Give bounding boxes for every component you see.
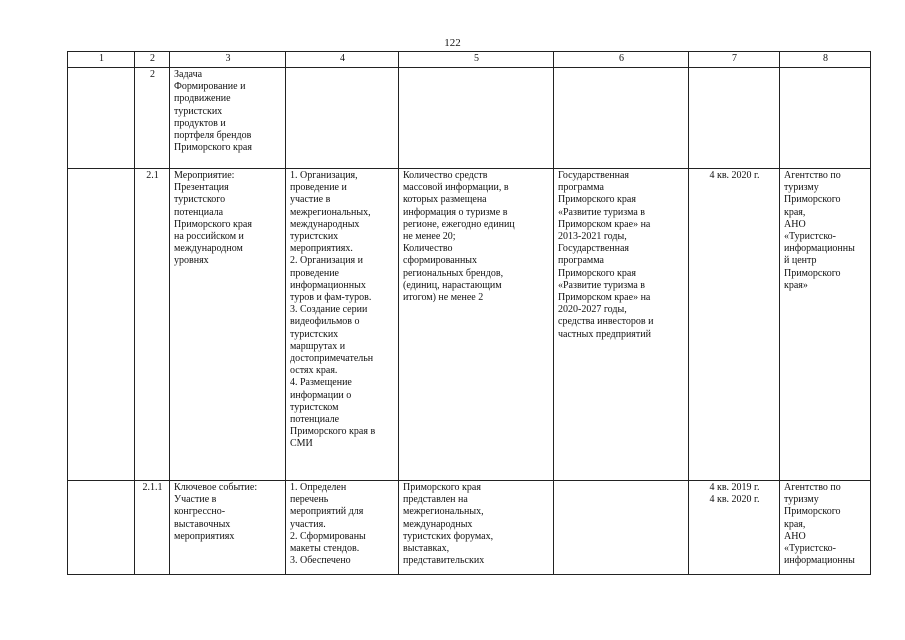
row-2-indicators: Количество средств массовой информации, в которых размещена информация о туризме в регионе, ежегодно единиц не менее 20; Количество сформированных региональных брендов, (единиц, нарастающим итогом) не менее 2 <box>399 169 554 481</box>
header-col-2: 2 <box>135 52 170 68</box>
row-1-deadline <box>689 68 780 169</box>
table-row <box>68 68 871 169</box>
row-2-actions: 1. Организация, проведение и участие в межрегиональных, международных туристских мероприятиях. 2. Организация и проведение информационных туров и фам-туров. 3. Создание серии видеофильмов о туристских маршрутах и достопримечательн остях края. 4. Размещение информации о туристском потенциале Приморского края в СМИ <box>286 169 399 481</box>
header-col-5: 5 <box>399 52 554 68</box>
row-2-title: Мероприятие: Презентация туристского потенциала Приморского края на российском и международном уровнях <box>170 169 286 481</box>
row-1-indicators <box>399 68 554 169</box>
plan-table <box>67 51 871 575</box>
table-row <box>68 481 871 575</box>
row-1-col-1 <box>68 68 135 169</box>
row-3-deadline: 4 кв. 2019 г. 4 кв. 2020 г. <box>689 481 780 575</box>
row-1-number: 2 <box>135 68 170 169</box>
row-3-actions: 1. Определен перечень мероприятий для участия. 2. Сформированы макеты стендов. 3. Обеспечено <box>286 481 399 575</box>
row-3-indicators: Приморского края представлен на межрегиональных, международных туристских форумах, выставках, представительских <box>399 481 554 575</box>
page-number: 122 <box>444 37 461 49</box>
row-3-responsible: Агентство по туризму Приморского края, АНО «Туристско- информационны <box>780 481 871 575</box>
table-row <box>68 169 871 481</box>
header-col-4: 4 <box>286 52 399 68</box>
row-1-title: Задача Формирование и продвижение туристских продуктов и портфеля брендов Приморского края <box>170 68 286 169</box>
header-row <box>68 52 871 68</box>
header-col-8: 8 <box>780 52 871 68</box>
header-col-3: 3 <box>170 52 286 68</box>
row-2-responsible: Агентство по туризму Приморского края, АНО «Туристско- информационны й центр Приморского края» <box>780 169 871 481</box>
row-3-title: Ключевое событие: Участие в конгрессно- выставочных мероприятиях <box>170 481 286 575</box>
row-2-col-1 <box>68 169 135 481</box>
row-1-responsible <box>780 68 871 169</box>
row-3-sources <box>554 481 689 575</box>
header-col-1: 1 <box>68 52 135 68</box>
row-2-sources: Государственная программа Приморского края «Развитие туризма в Приморском крае» на 2013-2021 годы, Государственная программа Приморского края «Развитие туризма в Приморском крае» на 2020-2027 годы, средства инвесторов и частных предприятий <box>554 169 689 481</box>
row-1-actions <box>286 68 399 169</box>
row-2-number: 2.1 <box>135 169 170 481</box>
header-col-7: 7 <box>689 52 780 68</box>
header-col-6: 6 <box>554 52 689 68</box>
row-3-col-1 <box>68 481 135 575</box>
row-2-deadline: 4 кв. 2020 г. <box>689 169 780 481</box>
row-1-sources <box>554 68 689 169</box>
row-3-number: 2.1.1 <box>135 481 170 575</box>
